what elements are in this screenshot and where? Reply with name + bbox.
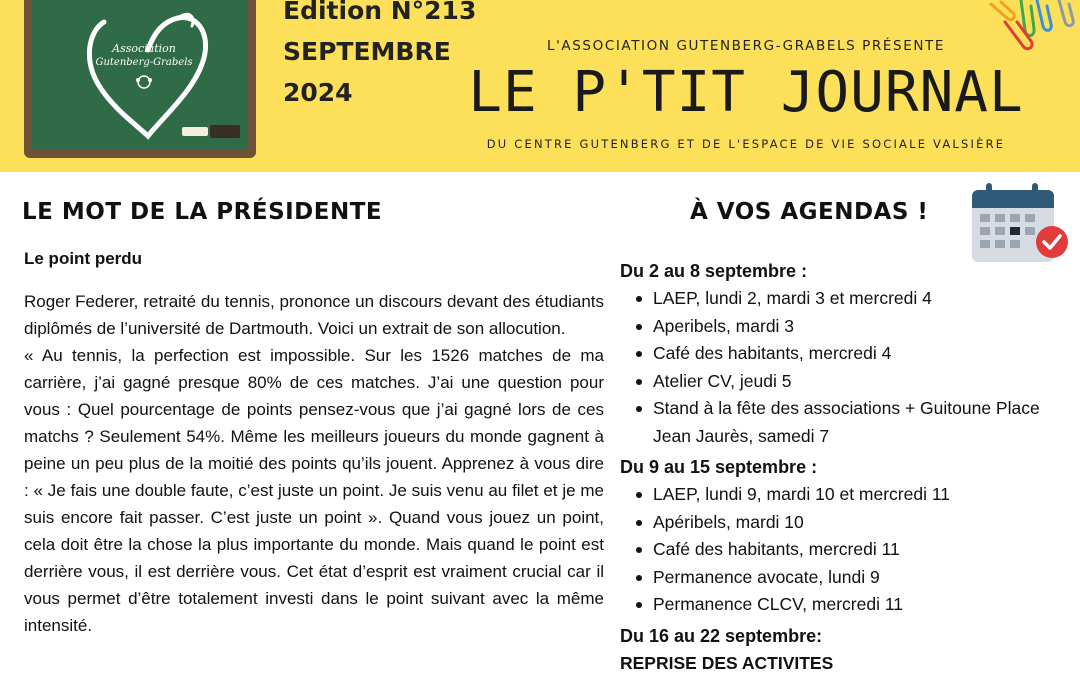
edition-month: SEPTEMBRE [283,37,451,66]
journal-title: LE P'TIT JOURNAL [468,60,1024,125]
presents-line: L'ASSOCIATION GUTENBERG-GRABELS PRÉSENTE [546,38,945,54]
paperclips-icon [985,0,1080,56]
mot-heading: LE MOT DE LA PRÉSIDENTE [22,199,383,225]
agenda-item: Apéribels, mardi 10 [632,509,1070,537]
agenda-item: REPRISE DES ACTIVITES [620,652,834,673]
journal-subtitle: DU CENTRE GUTENBERG ET DE L'ESPACE DE VIE SOCIALE VALSIÈRE [486,137,1006,151]
article-subtitle: Le point perdu [24,249,143,268]
agenda-period-2: Du 9 au 15 septembre : [620,457,818,477]
agenda-item: Café des habitants, mercredi 4 [632,340,1070,368]
article-paragraph-2: « Au tennis, la perfection est impossible. Sur les 1526 matches de ma carrière, j’ai gagné presque 80% de ces matches. J’ai une question pour vous : Quel pourcentage de points pensez-vous que j’ai gagné lors de ces matchs ? Seulement 54%. Même les meilleurs joueurs du monde gagnent à peine un peu plus de la moitié des points qu’ils jouent. Apprenez à vous dire : « Je fais une double faute, c’est juste un point. Je suis venu au filet et je me suis encore fait passer. C’est juste un point ». Quand vous jouez un point, cela doit être la chose la plus importante du monde. Mais quand le point est derrière vous, il est derrière vous. Cet état d’esprit est vraiment crucial car il vous permet d’être totalement investi dans le point suivant avec la même intensité. [24,346,604,635]
agenda-item: Stand à la fête des associations + Guitoune Place Jean Jaurès, samedi 7 [632,395,1070,450]
chalkboard-logo [24,0,256,158]
agenda-period-3: Du 16 au 22 septembre: [620,625,823,646]
edition-number: Edition N°213 [283,0,477,25]
calendar-check-icon [968,180,1072,268]
agenda-item: LAEP, lundi 9, mardi 10 et mercredi 11 [632,481,1070,509]
logo-text-2: Gutenberg-Grabels [95,57,193,68]
agenda-item: Café des habitants, mercredi 11 [632,536,1070,564]
agenda-heading: À VOS AGENDAS ! [690,199,929,225]
agenda-item: LAEP, lundi 2, mardi 3 et mercredi 4 [632,285,1070,313]
agenda-item: Aperibels, mardi 3 [632,313,1070,341]
logo-text-1: Association [112,42,176,55]
agenda-item: Permanence avocate, lundi 9 [632,564,1070,592]
agenda-item: Permanence CLCV, mercredi 11 [632,591,1070,619]
edition-year: 2024 [283,78,353,107]
header-banner [0,0,1080,172]
agenda-list [620,258,1070,681]
agenda-period-1: Du 2 au 8 septembre : [620,261,808,281]
agenda-item: Atelier CV, jeudi 5 [632,368,1070,396]
mot-article [24,246,604,639]
article-paragraph-1: Roger Federer, retraité du tennis, prononce un discours devant des étudiants diplômés de l’université de Dartmouth. Voici un extrait de son allocution. [24,292,604,338]
